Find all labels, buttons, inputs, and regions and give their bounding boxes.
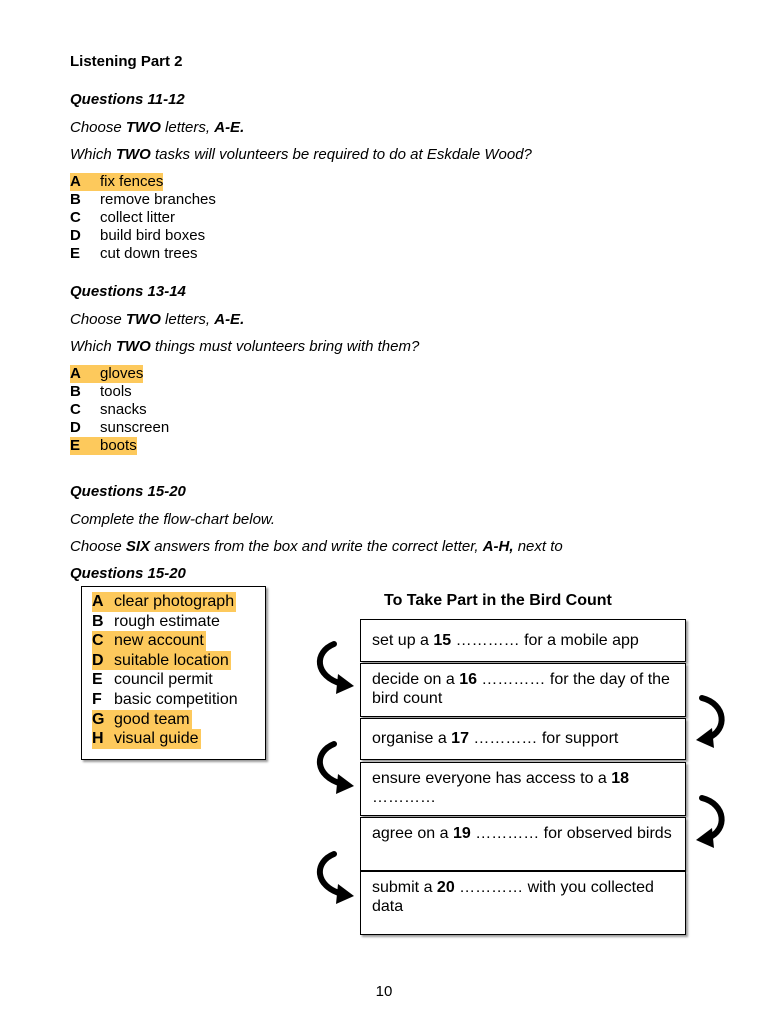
option-d (92, 651, 240, 671)
curved-arrow-icon (308, 740, 360, 796)
option-c (70, 209, 216, 227)
option-text: new account (114, 632, 204, 650)
options-13-14 (70, 365, 169, 455)
step-text: decide on a (372, 671, 460, 688)
option-h (92, 729, 240, 749)
option-b (70, 383, 169, 401)
question-number: 17 (451, 730, 469, 747)
option-text: clear photograph (114, 593, 235, 610)
option-text: gloves (100, 365, 144, 382)
option-letter: C (70, 209, 81, 226)
curved-arrow-icon (308, 850, 360, 906)
flowchart-step-15 (360, 619, 686, 662)
question-heading-11-12: Questions 11-12 (70, 91, 185, 108)
question-number: 20 (436, 879, 455, 896)
flowchart-step-20 (360, 871, 686, 935)
option-text: collect litter (100, 209, 176, 226)
option-text: cut down trees (100, 245, 198, 262)
question-heading-13-14: Questions 13-14 (70, 283, 186, 300)
option-a (70, 365, 169, 383)
option-g (92, 710, 240, 730)
option-e (70, 245, 216, 263)
option-e (70, 437, 169, 455)
option-text: snacks (100, 401, 147, 418)
option-text: build bird boxes (100, 227, 206, 244)
question-number: 19 (452, 825, 471, 842)
curved-arrow-icon (690, 692, 738, 750)
option-letter: B (70, 383, 81, 400)
option-b (70, 191, 216, 209)
instruction-choose-six: Choose SIX answers from the box and write the correct letter, A-H, next to (70, 538, 563, 555)
question-number: 16 (459, 671, 477, 688)
curved-arrow-icon (308, 640, 360, 696)
option-letter: A (70, 365, 81, 382)
flowchart-step-18 (360, 762, 686, 816)
option-letter: H (92, 730, 104, 748)
option-e (92, 670, 240, 690)
instruction-13-14: Choose TWO letters, A-E. (70, 311, 245, 328)
option-a (70, 173, 216, 191)
option-text: suitable location (114, 651, 229, 669)
option-d (70, 227, 216, 245)
option-letter: C (92, 632, 104, 650)
flowchart-step-17 (360, 718, 686, 760)
step-text: agree on a (372, 825, 453, 842)
option-c (70, 401, 169, 419)
answer-blank: ………… for observed birds (470, 825, 672, 842)
step-text: ensure everyone has access to a (372, 770, 612, 787)
question-number: 15 (433, 632, 452, 649)
instruction-complete: Complete the flow-chart below. (70, 511, 276, 528)
step-text: submit a (372, 879, 437, 896)
option-a (92, 592, 240, 612)
option-letter: D (70, 419, 81, 436)
option-text: council permit (114, 671, 213, 689)
option-text: boots (100, 437, 137, 454)
option-text: good team (114, 710, 190, 728)
option-letter: B (92, 612, 104, 630)
answer-blank: ………… for a mobile app (451, 632, 639, 649)
answer-blank: ………… with you collected data (372, 879, 654, 915)
option-b (92, 612, 240, 632)
option-letter: E (70, 245, 81, 262)
flowchart-step-19 (360, 817, 686, 871)
page-number: 10 (375, 983, 393, 1000)
question-number: 18 (611, 770, 630, 787)
option-letter: G (92, 710, 105, 728)
option-text: tools (100, 383, 132, 400)
option-text: fix fences (100, 173, 164, 190)
answer-blank: ………… for support (468, 730, 619, 747)
flowchart-step-16 (360, 663, 686, 717)
answer-blank: ………… for the day of the bird count (372, 671, 670, 707)
curved-arrow-icon (690, 792, 738, 850)
option-letter: D (92, 651, 104, 669)
answer-blank: ………… (372, 789, 436, 806)
question-heading-15-20: Questions 15-20 (70, 483, 186, 500)
option-letter: A (92, 593, 104, 610)
option-text: basic competition (114, 690, 238, 708)
question-text-11-12: Which TWO tasks will volunteers be required to do at Eskdale Wood? (70, 146, 532, 163)
flowchart-title: To Take Part in the Bird Count (384, 592, 612, 609)
option-letter: E (70, 437, 81, 454)
option-text: visual guide (114, 730, 199, 748)
option-letter: D (70, 227, 81, 244)
question-heading-15-20-repeat: Questions 15-20 (70, 565, 186, 582)
option-letter: B (70, 191, 81, 208)
question-text-13-14: Which TWO things must volunteers bring with them? (70, 338, 420, 355)
step-text: organise a (372, 730, 452, 747)
option-text: rough estimate (114, 612, 220, 630)
options-11-12 (70, 173, 216, 263)
option-letter: C (70, 401, 81, 418)
answer-options-list (92, 592, 240, 749)
option-letter: E (92, 671, 103, 689)
instruction-11-12: Choose TWO letters, A-E. (70, 119, 245, 136)
page-title: Listening Part 2 (70, 53, 183, 70)
option-letter: F (92, 690, 102, 708)
step-text: set up a (372, 632, 434, 649)
option-text: remove branches (100, 191, 216, 208)
option-c (92, 631, 240, 651)
option-d (70, 419, 169, 437)
option-letter: A (70, 173, 81, 190)
option-f (92, 690, 240, 710)
option-text: sunscreen (100, 419, 170, 436)
